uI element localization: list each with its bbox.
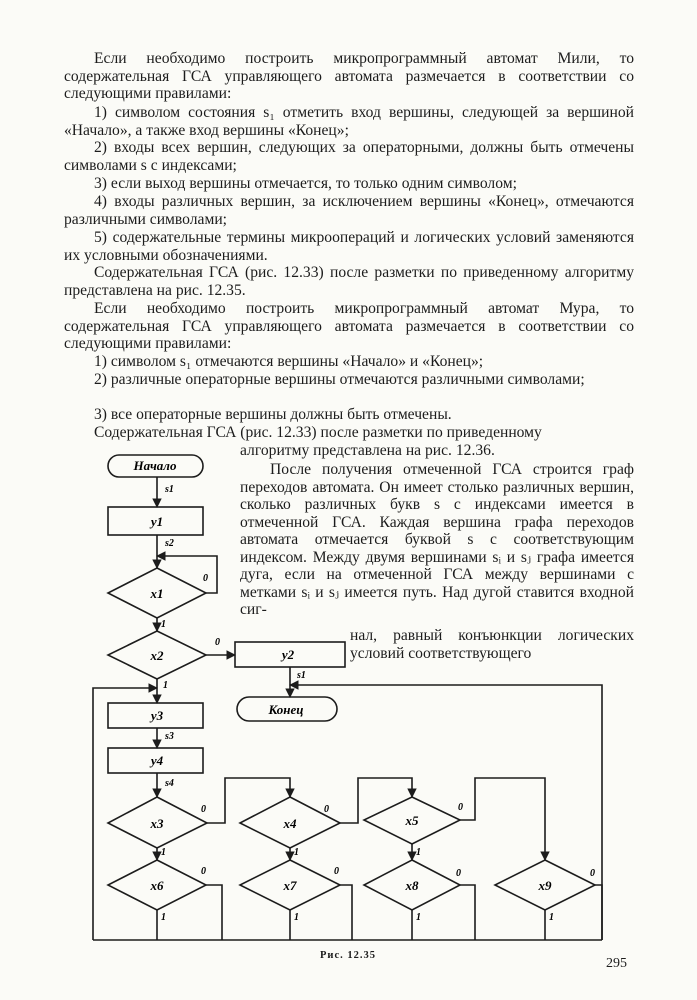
paragraph-mealy-rule-1: 1) символом состояния s₁ отметить вход вершины, следующей за вершиной «Начало», а также вход вершины «Конец»; [64, 104, 634, 139]
state-mark-s2: s2 [165, 538, 174, 549]
branch-zero-x3: 0 [201, 804, 206, 815]
end-label: Конец [268, 702, 304, 717]
condition-x9-label: x9 [538, 878, 552, 893]
start-label: Начало [133, 458, 177, 473]
branch-one-x5: 1 [416, 847, 421, 858]
paragraph-transition-graph-cont: нал, равный конъюнкции логических условий соответствующего [350, 627, 634, 662]
branch-one-x6: 1 [161, 912, 166, 923]
paragraph-mealy-rule-3: 3) если выход вершины отмечается, то только одним символом; [94, 175, 517, 192]
figure-caption: Рис. 12.35 [320, 950, 376, 961]
paragraph-moore-rule-1: 1) символом s₁ отмечаются вершины «Начало» и «Конец»; [94, 353, 484, 370]
operator-y4-label: y4 [150, 753, 164, 768]
flow-x8-zero [460, 885, 475, 940]
page-number: 295 [606, 956, 627, 971]
condition-x3-label: x3 [150, 816, 164, 831]
condition-x5-label: x5 [405, 813, 419, 828]
paragraph-moore-result-line-1: Содержательная ГСА (рис. 12.33) после разметки по приведенному [94, 424, 542, 441]
operator-y2-label: y2 [281, 647, 295, 662]
condition-x6-label: x6 [150, 878, 164, 893]
flow-x6-zero [206, 885, 222, 940]
paragraph-moore-result-line-2: алгоритму представлена на рис. 12.36. [240, 442, 495, 459]
branch-zero-x4: 0 [324, 804, 329, 815]
condition-x7-label: x7 [283, 878, 297, 893]
branch-one-x3: 1 [161, 847, 166, 858]
loop-x1-zero [157, 556, 217, 593]
state-mark-s4: s4 [165, 778, 174, 789]
state-mark-s1-end: s1 [297, 670, 306, 681]
branch-zero-x8: 0 [456, 868, 461, 879]
state-mark-s1: s1 [165, 484, 174, 495]
flow-x4-zero [340, 778, 412, 823]
paragraph-mealy-rule-4: 4) входы различных вершин, за исключением вершины «Конец», отмечаются различными символами; [64, 193, 634, 228]
branch-zero-x6: 0 [201, 866, 206, 877]
branch-one-x7: 1 [294, 912, 299, 923]
branch-zero-x1: 0 [203, 573, 208, 584]
flow-x7-zero [340, 885, 352, 940]
paragraph-transition-graph: После получения отмеченной ГСА строится граф переходов автомата. Он имеет столько различных вершин, сколько различных букв s с индексами имеется в отмеченной ГСА. Каждая вершина графа переходов автомата отмечается буквой s с соответствующим индексом. Между двумя вершинами sᵢ и sⱼ графа имеется дуга, если на отмеченной ГСА между вершинами с метками sᵢ и sⱼ имеется путь. Над дугой ставится входной сиг- [240, 461, 634, 618]
condition-x2-label: x2 [150, 648, 164, 663]
state-mark-s3: s3 [165, 731, 174, 742]
branch-one-x8: 1 [416, 912, 421, 923]
branch-zero-x9: 0 [590, 868, 595, 879]
branch-zero-x7: 0 [334, 866, 339, 877]
operator-y3-label: y3 [150, 708, 164, 723]
condition-x4-label: x4 [283, 816, 297, 831]
branch-zero-x5: 0 [458, 802, 463, 813]
branch-one-x1: 1 [161, 619, 166, 630]
flow-x3-zero [207, 778, 290, 823]
paragraph-mealy-rule-5: 5) содержательные термины микроопераций и логических условий заменяются их условными обозначениями. [64, 229, 634, 264]
flow-x9-zero [595, 885, 602, 940]
paragraph-moore-rule-3: 3) все операторные вершины должны быть отмечены. [94, 406, 452, 423]
branch-one-x2: 1 [163, 680, 168, 691]
branch-zero-x2: 0 [215, 637, 220, 648]
paragraph-mealy-intro: Если необходимо построить микропрограммный автомат Мили, то содержательная ГСА управляющего автомата размечается в соответствии со следующими правилами: [64, 50, 634, 102]
paragraph-mealy-rule-2: 2) входы всех вершин, следующих за операторными, должны быть отмечены символами s с индексами; [64, 139, 634, 174]
condition-x1-label: x1 [150, 586, 164, 601]
condition-x8-label: x8 [405, 878, 419, 893]
paragraph-mealy-result: Содержательная ГСА (рис. 12.33) после разметки по приведенному алгоритму представлена на рис. 12.35. [64, 264, 634, 299]
branch-one-x4: 1 [294, 847, 299, 858]
flow-x5-zero [460, 778, 545, 860]
operator-y1-label: y1 [150, 514, 164, 529]
paragraph-moore-rule-2: 2) различные операторные вершины отмечаются различными символами; [94, 371, 585, 388]
paragraph-moore-intro: Если необходимо построить микропрограммный автомат Мура, то содержательная ГСА управляющего автомата размечается в соответствии со следующими правилами: [64, 300, 634, 352]
branch-one-x9: 1 [549, 912, 554, 923]
